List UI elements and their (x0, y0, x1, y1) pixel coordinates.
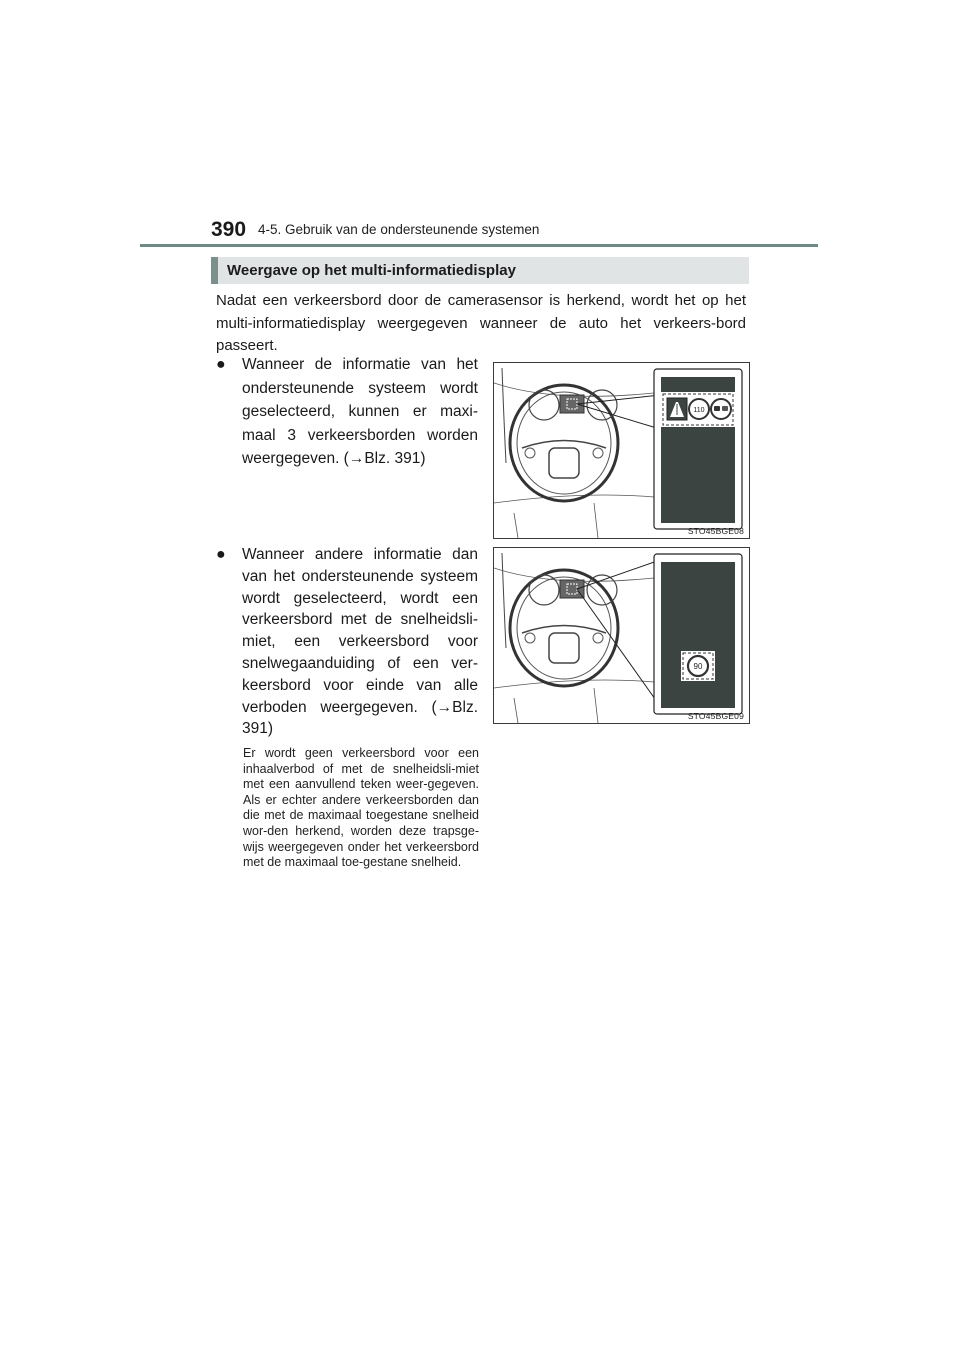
bullet-text: Wanneer andere informatie dan van het ondersteunende systeem wordt geselecteerd, wordt een verkeersbord met de snelheidsli-miet, een verkeersbord voor snelwegaanduiding of een ver-keersbord voor einde van alle verboden weergegeven. (→Blz. 391) (242, 546, 478, 738)
intro-paragraph: Nadat een verkeersbord door de camerasensor is herkend, wordt het op het multi-informatiedisplay weergegeven wanneer de auto het verkeers-bord passeert. (216, 292, 746, 354)
bullet-text: Wanneer de informatie van het ondersteunende systeem wordt geselecteerd, kunnen er maxi-maal 3 verkeersborden worden weergegeven. (→Blz. 391) (242, 356, 478, 467)
speed-limit-label: 90 (693, 662, 703, 671)
speed-limit-label: 110 (693, 407, 705, 414)
chapter-heading: 4-5. Gebruik van de ondersteunende systemen (258, 222, 540, 237)
figure-dashboard-three-signs (493, 362, 750, 539)
figure-code: STO45BGE09 (687, 711, 744, 721)
figure-code: STO45BGE08 (687, 526, 744, 536)
section-bar (211, 257, 749, 284)
bullet-item (216, 353, 478, 471)
note-paragraph: Er wordt geen verkeersbord voor een inhaalverbod of met de snelheidsli-miet met een aanvullend teken weer-gegeven. Als er echter andere verkeersborden dan die met de maximaal toegestane snelheid wor-den herkend, worden deze trapsge-wijs weergegeven onder het verkeersbord met de maximaal toe-gestane snelheid. (243, 746, 479, 870)
bullet-icon: ● (216, 356, 226, 373)
no-overtaking-sign-icon (711, 399, 731, 419)
dashboard-illustration (494, 548, 749, 723)
speed-limit-sign-icon (688, 656, 708, 676)
section-title: Weergave op het multi-informatiedisplay (227, 262, 516, 279)
bullet-item (216, 544, 478, 740)
page-number: 390 (211, 218, 247, 241)
dashboard-illustration (494, 363, 749, 538)
speed-limit-sign-icon (689, 399, 709, 419)
section-accent (211, 257, 218, 284)
figure-dashboard-single-sign (493, 547, 750, 724)
bullet-icon: ● (216, 546, 226, 563)
header-rule (140, 244, 818, 247)
motorway-sign-icon (667, 398, 687, 420)
